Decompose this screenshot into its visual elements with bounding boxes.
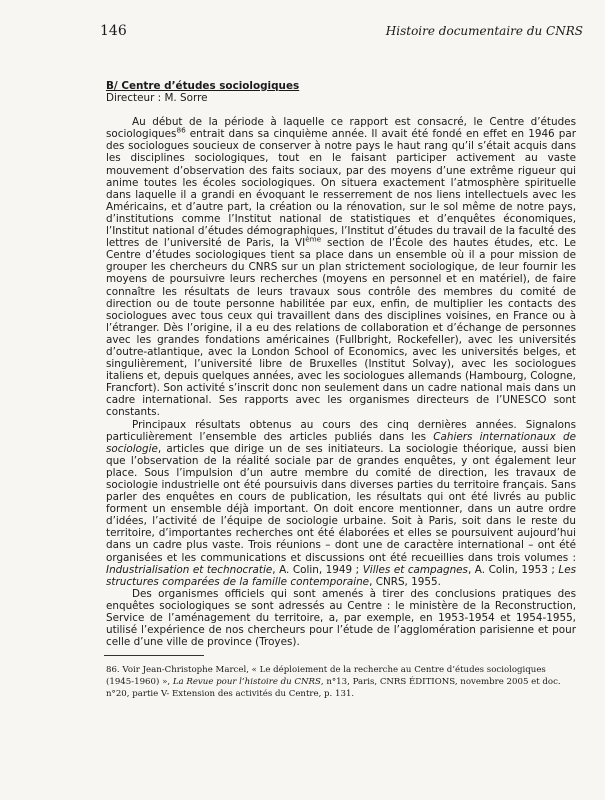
volume-separator-2: , A. Colin, 1953 ; [467,563,559,576]
paragraph-2 [106,419,576,588]
paragraph-1-middle: entrait dans sa cinquième année. Il avait été fondé en effet en 1946 par des sociologues soucieux de conserver à notre pays le haut rang qu’il s’était acquis dans les disciplines sociologiques, tout en le faisant participer activement au vaste mouvement d’observation des faits sociaux, par des moyens d’une extrême rigueur qui anime toutes les écoles sociologiques. On situera exactement l’atmosphère spirituelle dans laquelle il a grandi en évoquant le resserrement de nos liens intellectuels avec les Américains, et d’autre part, la création ou la rénovation, sur le sol même de notre pays, d’institutions comme l’Institut national de statistiques et d’enquêtes économiques, l’Institut national d’études démographiques, l’Institut d’études du travail de la faculté des lettres de l’université de Paris, la VI [106,128,576,250]
footnote-part-1: 86. Voir Jean-Christophe Marcel, « Le déploiement de la recherche au Centre d’études sociologiques (1945-1960) », [106,665,546,687]
volume-title-2: Villes et campagnes [362,563,468,576]
paragraph-3: Des organismes officiels qui sont amenés à tirer des conclusions pratiques des enquêtes sociologiques se sont adressés au Centre : le ministère de la Reconstruction, Service de l’aménagement du territoire, a, par exemple, en 1953-1954 et 1954-1955, utilisé l’expérience de nos chercheurs pour l’étude de l’agglomération parisienne et pour celle d’une ville de province (Troyes). [106,587,576,649]
volume-title-3: Les structures comparées de la famille contemporaine [106,563,577,588]
paragraph-1 [106,116,576,418]
footnote [106,664,576,700]
ordinal-superscript: ème [305,234,322,244]
footnote-reference[interactable]: 86 [176,125,186,135]
main-text [106,80,576,648]
footnote-part-2: , n°13, Paris, CNRS ÉDITIONS, novembre 2005 et doc. n°20, partie V- Extension des activités du Centre, p. 131. [106,677,561,699]
paragraph-2-end: , CNRS, 1955. [369,575,441,588]
section-director: Directeur : M. Sorre [106,92,208,105]
paragraph-2-part-2: , articles que dirige un de ses initiateurs. La sociologie théorique, aussi bien que l’observation de la réalité sociale par de grandes enquêtes, y ont également leur place. Sous l’impulsion d’un autre membre du comité de direction, les travaux de sociologie industrielle ont été poursuivis dans diverses parties du territoire français. Sans parler des enquêtes en cours de publication, les résultats qui ont été livrés au public forment un ensemble déjà important. On doit encore mentionner, dans un autre ordre d’idées, l’activité de l’équipe de sociologie urbaine. Soit à Paris, soit dans le reste du territoire, d’importantes recherches ont été élaborées et elles se poursuivent aujourd’hui dans un cadre plus vaste. Trois réunions – dont une de caractère international – ont été organisées et les communications et discussions ont été recueillies dans trois volumes : [106,442,576,564]
footnote-journal: La Revue pour l’histoire du CNRS [172,677,321,687]
paragraph-2-part-1: Principaux résultats obtenus au cours des cinq dernières années. Signalons particulièrement l’ensemble des articles publiés dans les [106,418,576,443]
footnote-divider [104,655,204,656]
paragraph-1-start: Au début de la période à laquelle ce rapport est consacré, le Centre d’études sociologiques [106,116,576,141]
running-title: Histoire documentaire du CNRS [385,24,583,38]
page-number: 146 [100,23,127,39]
paragraph-1-end: section de l’École des hautes études, etc. Le Centre d’études sociologiques tient sa place dans un ensemble où il a pour mission de grouper les chercheurs du CNRS sur un plan strictement sociologique, de leur fournir les moyens de poursuivre leurs recherches (moyens en personnel et en matériel), de faire connaître les résultats de leurs travaux sous contrôle des membres du comité de direction ou de toute personne habilitée par eux, enfin, de multiplier les contacts des sociologues avec tous ceux qui travaillent dans des disciplines voisines, en France ou à l’étranger. Dès l’origine, il a eu des relations de collaboration et d’échange de personnes avec les grandes fondations américaines (Fullbright, Rockefeller), avec les universités d’outre-atlantique, avec la London School of Economics, avec les universités belges, et singulièrement, l’université libre de Bruxelles (Institut Solvay), avec les sociologues italiens et, depuis quelques années, avec les sociologues allemands (Hambourg, Cologne, Francfort). Son activité s’inscrit donc non seulement dans un cadre national mais dans un cadre international. Ses rapports avec les organismes directeurs de l’UNESCO sont constants. [106,237,576,419]
volume-title-1: Industrialisation et technocratie [106,563,273,576]
journal-title: Cahiers internationaux de sociologie [106,430,577,455]
section-title: B/ Centre d’études sociologiques [106,80,300,92]
volume-separator-1: , A. Colin, 1949 ; [272,563,363,576]
